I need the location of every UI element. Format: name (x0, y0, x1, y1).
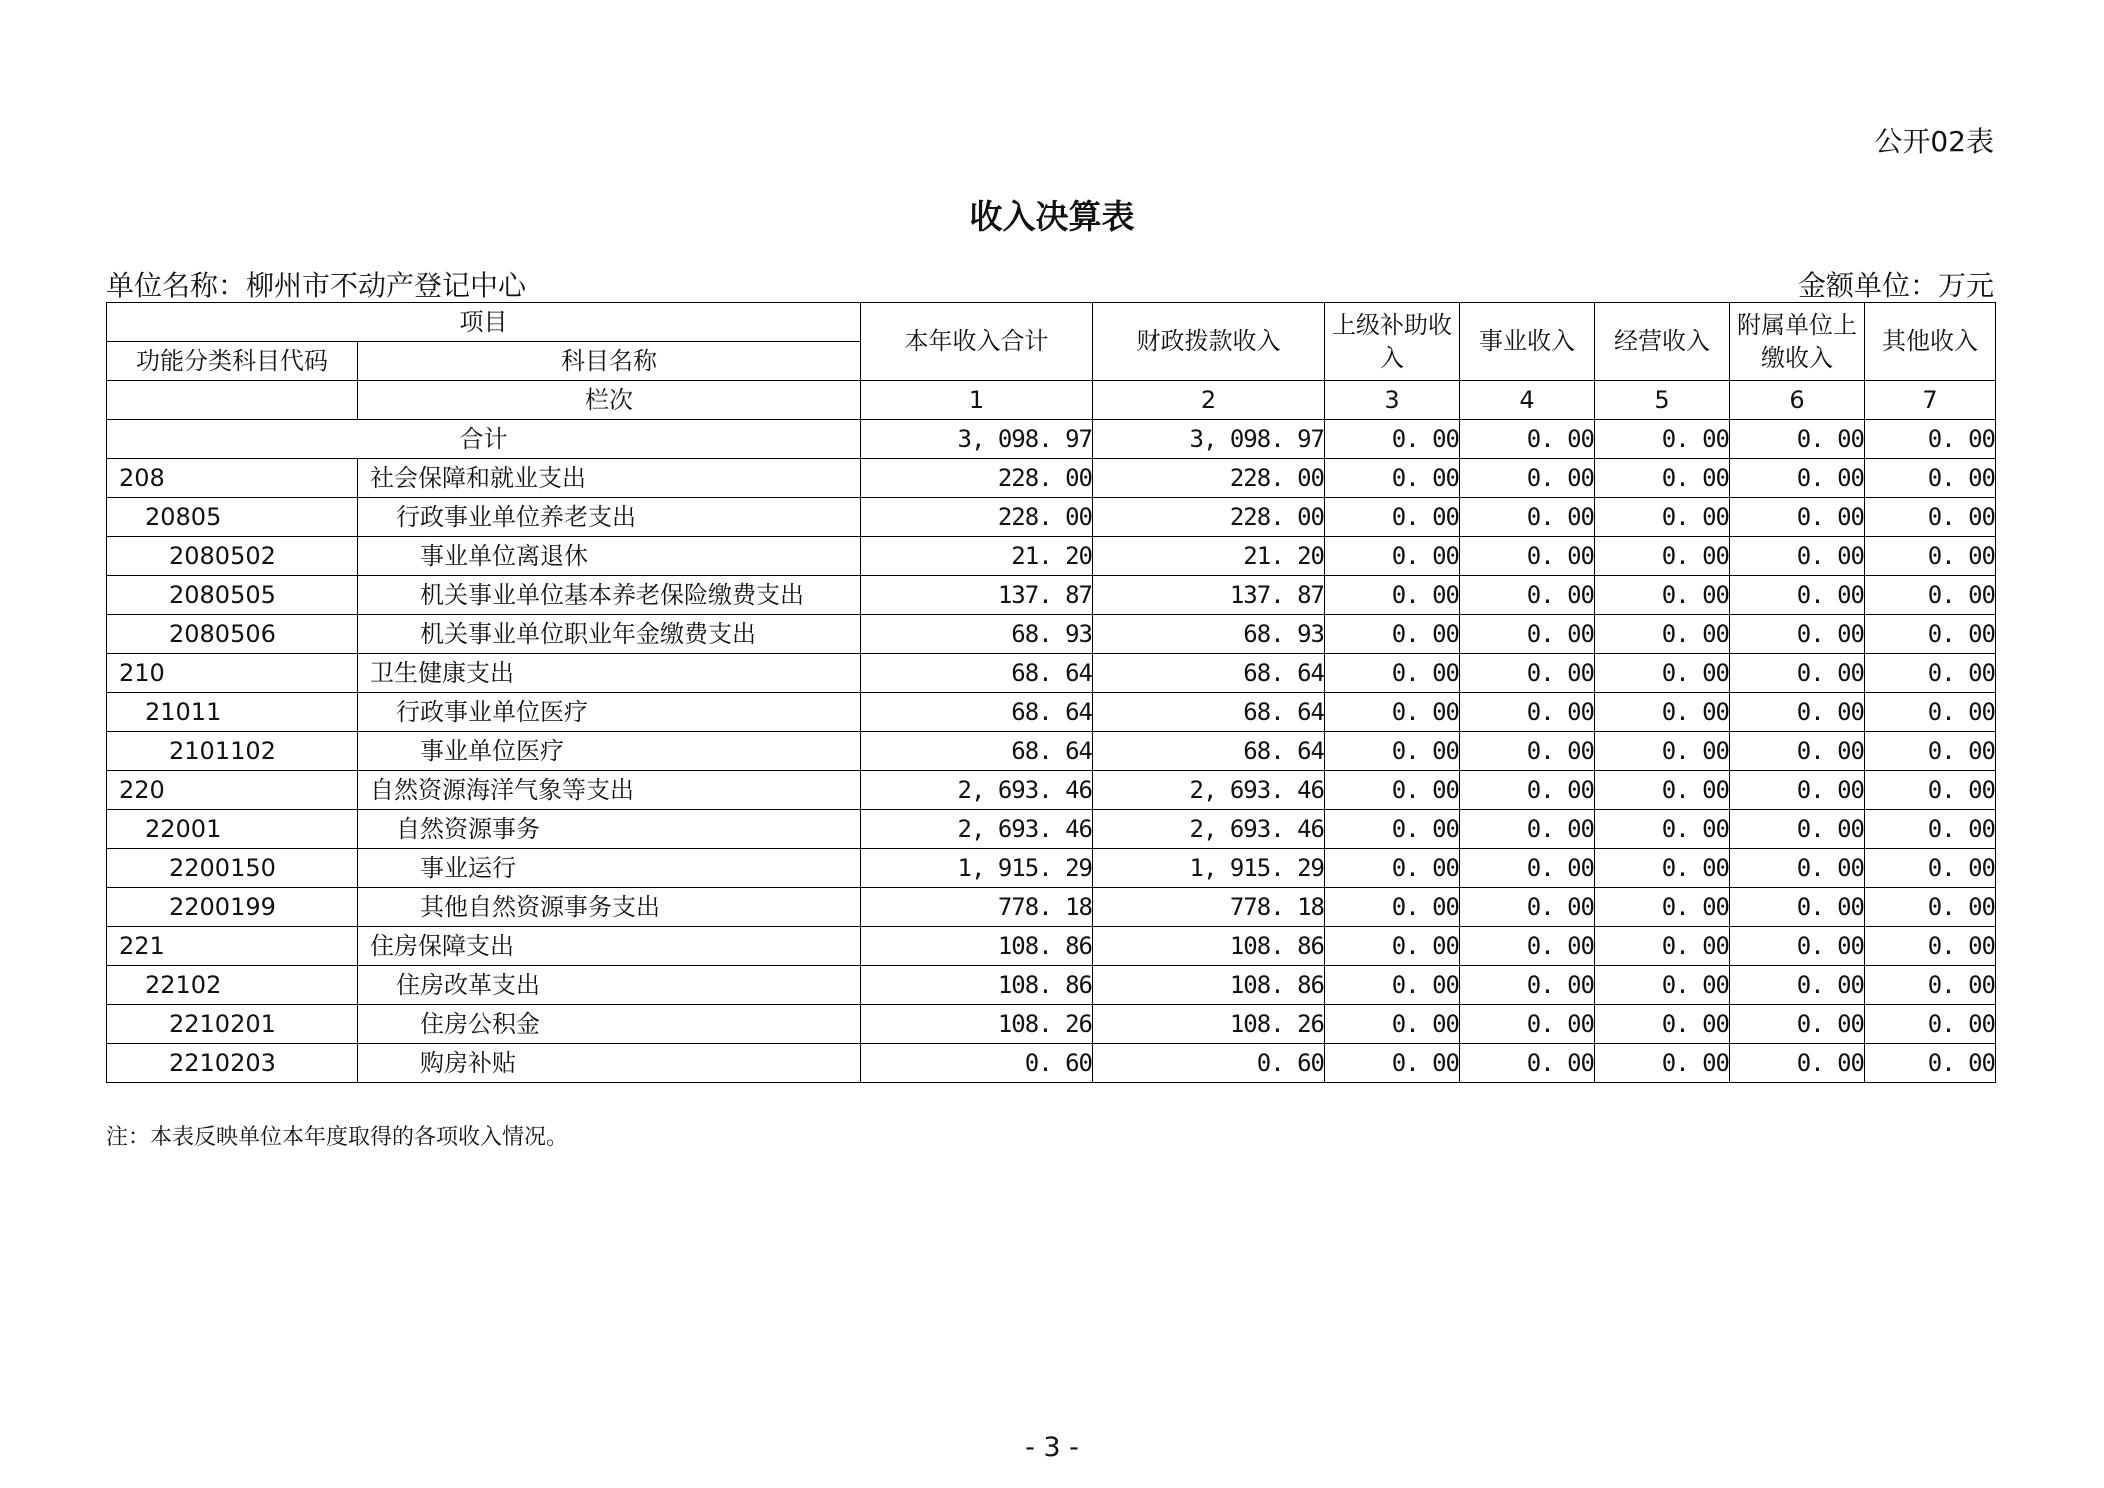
subject-name: 住房保障支出 (358, 927, 861, 966)
table-row (107, 615, 1996, 654)
page-title: 收入决算表 (969, 197, 1135, 236)
header-code: 功能分类科目代码 (107, 342, 358, 381)
col-number: 1 (861, 381, 1093, 420)
amount-cell: 137. 87 (861, 576, 1093, 615)
amount-cell: 0. 00 (1460, 732, 1595, 771)
amount-cell: 0. 00 (1730, 693, 1865, 732)
subject-name: 住房公积金 (358, 1005, 861, 1044)
amount-cell: 0. 00 (1595, 654, 1730, 693)
amount-cell: 0. 00 (1595, 810, 1730, 849)
amount-cell: 0. 00 (1865, 693, 1996, 732)
table-row (107, 693, 1996, 732)
amount-cell: 0. 00 (1730, 654, 1865, 693)
amount-cell: 68. 93 (1093, 615, 1325, 654)
amount-cell: 21. 20 (1093, 537, 1325, 576)
amount-cell: 108. 26 (861, 1005, 1093, 1044)
column-number-row (107, 381, 1996, 420)
amount-cell: 0. 00 (1730, 849, 1865, 888)
col-number: 6 (1730, 381, 1865, 420)
amount-cell: 2, 693. 46 (1093, 771, 1325, 810)
header-col-3: 上级补助收入 (1325, 303, 1460, 381)
total-value: 0. 00 (1865, 420, 1996, 459)
amount-cell: 228. 00 (861, 459, 1093, 498)
amount-cell: 0. 00 (1865, 732, 1996, 771)
table-row (107, 1044, 1996, 1083)
header-col-6: 附属单位上缴收入 (1730, 303, 1865, 381)
amount-cell: 0. 00 (1325, 537, 1460, 576)
amount-cell: 68. 64 (1093, 693, 1325, 732)
table-row (107, 810, 1996, 849)
amount-cell: 0. 00 (1460, 654, 1595, 693)
amount-cell: 68. 64 (861, 693, 1093, 732)
amount-cell: 0. 00 (1865, 966, 1996, 1005)
amount-cell: 0. 00 (1325, 654, 1460, 693)
amount-cell: 228. 00 (861, 498, 1093, 537)
total-row (107, 420, 1996, 459)
amount-cell: 0. 00 (1460, 537, 1595, 576)
subject-name: 购房补贴 (358, 1044, 861, 1083)
subject-name: 事业运行 (358, 849, 861, 888)
amount-cell: 68. 64 (861, 654, 1093, 693)
amount-cell: 2, 693. 46 (861, 810, 1093, 849)
amount-cell: 0. 00 (1730, 927, 1865, 966)
amount-cell: 0. 00 (1730, 1044, 1865, 1083)
form-number: 公开02表 (1874, 125, 1994, 158)
amount-cell: 0. 00 (1595, 849, 1730, 888)
subject-name: 自然资源事务 (358, 810, 861, 849)
subject-name: 住房改革支出 (358, 966, 861, 1005)
amount-cell: 0. 00 (1865, 459, 1996, 498)
header-col-2: 财政拨款收入 (1093, 303, 1325, 381)
subject-name: 机关事业单位基本养老保险缴费支出 (358, 576, 861, 615)
amount-cell: 0. 00 (1595, 888, 1730, 927)
subject-code: 2080505 (107, 576, 358, 615)
amount-cell: 0. 00 (1730, 1005, 1865, 1044)
amount-cell: 0. 00 (1595, 498, 1730, 537)
page-number: - 3 - (1025, 1432, 1079, 1463)
subject-name: 卫生健康支出 (358, 654, 861, 693)
subject-code: 2101102 (107, 732, 358, 771)
amount-cell: 0. 00 (1325, 849, 1460, 888)
amount-cell: 0. 00 (1325, 1044, 1460, 1083)
total-label: 合计 (107, 420, 861, 459)
amount-cell: 0. 00 (1595, 459, 1730, 498)
subject-name: 其他自然资源事务支出 (358, 888, 861, 927)
amount-cell: 2, 693. 46 (1093, 810, 1325, 849)
amount-cell: 0. 00 (1460, 615, 1595, 654)
subject-code: 2200150 (107, 849, 358, 888)
amount-cell: 0. 60 (1093, 1044, 1325, 1083)
amount-cell: 0. 00 (1730, 732, 1865, 771)
amount-cell: 0. 00 (1865, 498, 1996, 537)
amount-cell: 0. 00 (1460, 498, 1595, 537)
col-number: 7 (1865, 381, 1996, 420)
amount-cell: 0. 00 (1730, 771, 1865, 810)
amount-cell: 0. 00 (1325, 927, 1460, 966)
amount-cell: 0. 00 (1865, 888, 1996, 927)
amount-cell: 0. 00 (1460, 771, 1595, 810)
subject-name: 事业单位医疗 (358, 732, 861, 771)
subject-name: 行政事业单位医疗 (358, 693, 861, 732)
amount-cell: 0. 00 (1865, 576, 1996, 615)
total-value: 3, 098. 97 (861, 420, 1093, 459)
amount-cell: 0. 00 (1595, 576, 1730, 615)
amount-cell: 2, 693. 46 (861, 771, 1093, 810)
table-row (107, 732, 1996, 771)
amount-cell: 0. 00 (1595, 1044, 1730, 1083)
subject-code: 2200199 (107, 888, 358, 927)
amount-cell: 68. 64 (1093, 732, 1325, 771)
amount-cell: 137. 87 (1093, 576, 1325, 615)
subject-code: 208 (107, 459, 358, 498)
amount-cell: 108. 86 (1093, 927, 1325, 966)
total-value: 0. 00 (1730, 420, 1865, 459)
amount-cell: 68. 93 (861, 615, 1093, 654)
amount-cell: 0. 00 (1325, 459, 1460, 498)
table-note: 注：本表反映单位本年度取得的各项收入情况。 (106, 1125, 569, 1150)
income-final-account-table (106, 302, 1996, 1083)
subject-code: 22102 (107, 966, 358, 1005)
amount-cell: 68. 64 (861, 732, 1093, 771)
amount-cell: 0. 00 (1325, 888, 1460, 927)
amount-cell: 0. 00 (1460, 459, 1595, 498)
amount-cell: 0. 00 (1865, 849, 1996, 888)
amount-cell: 0. 00 (1865, 810, 1996, 849)
header-item: 项目 (107, 303, 861, 342)
total-value: 0. 00 (1325, 420, 1460, 459)
amount-cell: 0. 00 (1595, 732, 1730, 771)
amount-cell: 108. 86 (1093, 966, 1325, 1005)
amount-cell: 0. 00 (1595, 966, 1730, 1005)
total-value: 0. 00 (1460, 420, 1595, 459)
subject-code: 21011 (107, 693, 358, 732)
amount-cell: 0. 00 (1730, 537, 1865, 576)
amount-cell: 0. 00 (1730, 810, 1865, 849)
amount-cell: 0. 00 (1595, 537, 1730, 576)
amount-cell: 0. 00 (1730, 459, 1865, 498)
amount-cell: 0. 00 (1460, 966, 1595, 1005)
amount-cell: 0. 60 (861, 1044, 1093, 1083)
table-row (107, 771, 1996, 810)
amount-unit: 金额单位：万元 (1797, 269, 1994, 302)
amount-cell: 0. 00 (1460, 849, 1595, 888)
total-value: 3, 098. 97 (1093, 420, 1325, 459)
amount-cell: 0. 00 (1865, 1005, 1996, 1044)
amount-cell: 0. 00 (1460, 693, 1595, 732)
amount-cell: 778. 18 (1093, 888, 1325, 927)
amount-cell: 21. 20 (861, 537, 1093, 576)
amount-cell: 0. 00 (1865, 927, 1996, 966)
amount-cell: 0. 00 (1865, 1044, 1996, 1083)
amount-cell: 108. 86 (861, 927, 1093, 966)
amount-cell: 0. 00 (1865, 615, 1996, 654)
subject-name: 机关事业单位职业年金缴费支出 (358, 615, 861, 654)
header-col-5: 经营收入 (1595, 303, 1730, 381)
amount-cell: 0. 00 (1595, 693, 1730, 732)
amount-cell: 108. 26 (1093, 1005, 1325, 1044)
subject-code: 221 (107, 927, 358, 966)
amount-cell: 0. 00 (1595, 771, 1730, 810)
amount-cell: 0. 00 (1730, 615, 1865, 654)
amount-cell: 0. 00 (1325, 1005, 1460, 1044)
amount-cell: 0. 00 (1460, 810, 1595, 849)
amount-cell: 0. 00 (1865, 654, 1996, 693)
col-number: 2 (1093, 381, 1325, 420)
total-value: 0. 00 (1595, 420, 1730, 459)
amount-cell: 0. 00 (1325, 966, 1460, 1005)
amount-cell: 0. 00 (1325, 498, 1460, 537)
amount-cell: 0. 00 (1730, 498, 1865, 537)
subject-code: 22001 (107, 810, 358, 849)
table-row (107, 927, 1996, 966)
amount-cell: 0. 00 (1460, 576, 1595, 615)
amount-cell: 0. 00 (1730, 576, 1865, 615)
amount-cell: 0. 00 (1730, 888, 1865, 927)
amount-cell: 228. 00 (1093, 498, 1325, 537)
amount-cell: 228. 00 (1093, 459, 1325, 498)
amount-cell: 0. 00 (1595, 1005, 1730, 1044)
amount-cell: 0. 00 (1865, 537, 1996, 576)
amount-cell: 1, 915. 29 (861, 849, 1093, 888)
table-row (107, 849, 1996, 888)
amount-cell: 0. 00 (1460, 1005, 1595, 1044)
subject-code: 2080506 (107, 615, 358, 654)
amount-cell: 778. 18 (861, 888, 1093, 927)
table-row (107, 654, 1996, 693)
col-number: 5 (1595, 381, 1730, 420)
header-col-7: 其他收入 (1865, 303, 1996, 381)
seq-blank-cell (107, 381, 358, 420)
amount-cell: 0. 00 (1325, 810, 1460, 849)
subject-code: 2210203 (107, 1044, 358, 1083)
amount-cell: 108. 86 (861, 966, 1093, 1005)
table-row (107, 576, 1996, 615)
subject-name: 行政事业单位养老支出 (358, 498, 861, 537)
table-row (107, 537, 1996, 576)
table-row (107, 498, 1996, 537)
col-number: 4 (1460, 381, 1595, 420)
subject-code: 210 (107, 654, 358, 693)
amount-cell: 0. 00 (1460, 927, 1595, 966)
header-row (107, 303, 1996, 342)
subject-code: 2210201 (107, 1005, 358, 1044)
amount-cell: 0. 00 (1460, 1044, 1595, 1083)
unit-name: 单位名称：柳州市不动产登记中心 (106, 269, 527, 302)
amount-cell: 0. 00 (1865, 771, 1996, 810)
amount-cell: 0. 00 (1325, 771, 1460, 810)
seq-label: 栏次 (358, 381, 861, 420)
amount-cell: 0. 00 (1595, 927, 1730, 966)
amount-cell: 0. 00 (1325, 615, 1460, 654)
subject-name: 事业单位离退休 (358, 537, 861, 576)
header-col-1: 本年收入合计 (861, 303, 1093, 381)
amount-cell: 1, 915. 29 (1093, 849, 1325, 888)
subject-code: 220 (107, 771, 358, 810)
amount-cell: 68. 64 (1093, 654, 1325, 693)
amount-cell: 0. 00 (1595, 615, 1730, 654)
amount-cell: 0. 00 (1325, 732, 1460, 771)
subject-name: 自然资源海洋气象等支出 (358, 771, 861, 810)
col-number: 3 (1325, 381, 1460, 420)
subject-code: 2080502 (107, 537, 358, 576)
amount-cell: 0. 00 (1730, 966, 1865, 1005)
header-subject-name: 科目名称 (358, 342, 861, 381)
header-col-4: 事业收入 (1460, 303, 1595, 381)
subject-name: 社会保障和就业支出 (358, 459, 861, 498)
table-row (107, 459, 1996, 498)
amount-cell: 0. 00 (1460, 888, 1595, 927)
amount-cell: 0. 00 (1325, 576, 1460, 615)
subject-code: 20805 (107, 498, 358, 537)
table-row (107, 888, 1996, 927)
table-row (107, 966, 1996, 1005)
amount-cell: 0. 00 (1325, 693, 1460, 732)
table-row (107, 1005, 1996, 1044)
